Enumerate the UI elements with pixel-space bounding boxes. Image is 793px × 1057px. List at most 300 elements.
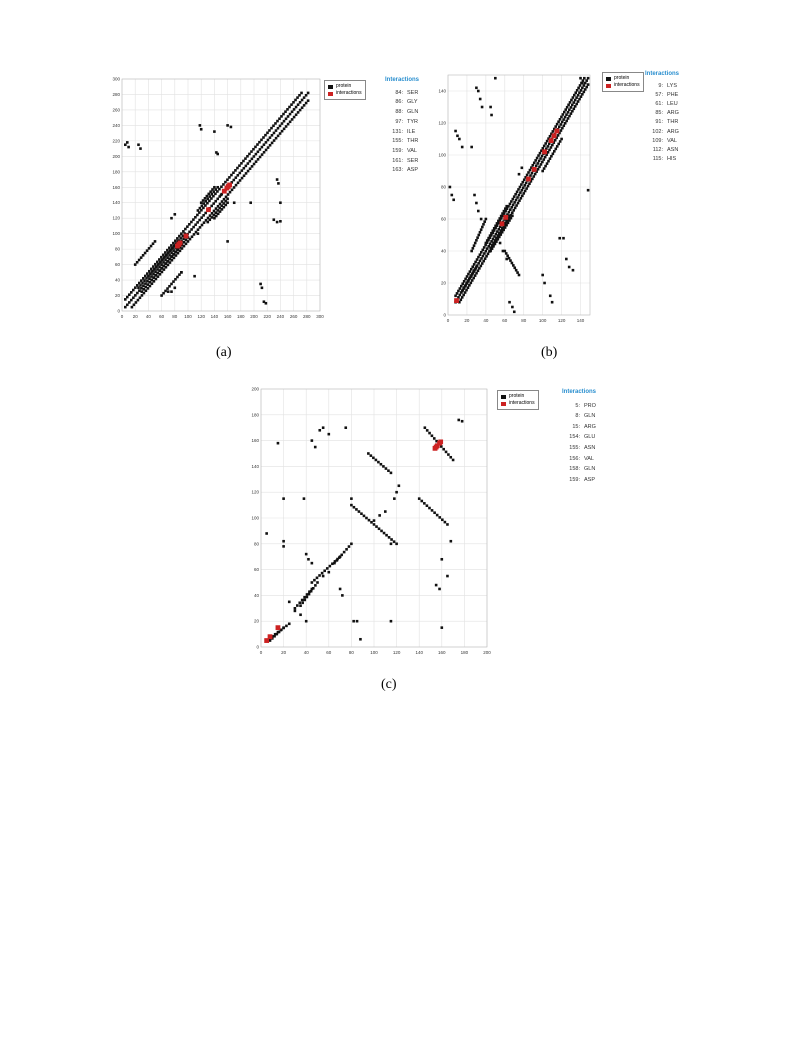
protein-point bbox=[283, 128, 286, 131]
protein-point bbox=[464, 278, 467, 281]
protein-point bbox=[513, 311, 516, 314]
protein-point bbox=[428, 507, 431, 510]
protein-point bbox=[318, 429, 321, 432]
protein-point bbox=[208, 195, 211, 198]
protein-point bbox=[271, 142, 274, 145]
protein-point bbox=[467, 280, 470, 283]
protein-point bbox=[470, 268, 473, 271]
protein-point bbox=[581, 93, 584, 96]
protein-point bbox=[192, 218, 195, 221]
protein-point bbox=[307, 99, 310, 102]
protein-point bbox=[461, 282, 464, 285]
protein-point bbox=[301, 602, 304, 605]
residue-number: 154: bbox=[569, 434, 580, 441]
protein-point bbox=[390, 538, 393, 541]
protein-point bbox=[559, 140, 562, 143]
protein-point bbox=[310, 590, 313, 593]
protein-point bbox=[514, 193, 517, 196]
protein-point bbox=[140, 256, 143, 259]
protein-point bbox=[158, 269, 161, 272]
protein-point bbox=[464, 285, 467, 288]
protein-point bbox=[452, 199, 455, 202]
protein-point bbox=[459, 287, 462, 290]
protein-point bbox=[311, 439, 314, 442]
protein-point bbox=[282, 626, 285, 629]
protein-point bbox=[199, 207, 202, 210]
interaction-point bbox=[549, 138, 554, 143]
residue-name: GLU bbox=[584, 434, 596, 441]
interaction-row bbox=[385, 147, 419, 157]
protein-point bbox=[283, 120, 286, 123]
protein-point bbox=[132, 289, 135, 292]
protein-point bbox=[210, 216, 213, 219]
protein-point bbox=[382, 465, 385, 468]
protein-point bbox=[526, 174, 529, 177]
protein-point bbox=[136, 292, 139, 295]
protein-point bbox=[535, 165, 538, 168]
x-tick-label: 240 bbox=[276, 314, 285, 319]
y-tick-label: 200 bbox=[112, 153, 120, 159]
protein-point bbox=[138, 289, 141, 292]
protein-point bbox=[220, 185, 223, 188]
protein-point bbox=[226, 178, 229, 181]
protein-point bbox=[509, 208, 512, 211]
protein-point bbox=[247, 162, 250, 165]
protein-point bbox=[314, 446, 317, 449]
protein-point bbox=[244, 157, 247, 160]
protein-point bbox=[480, 228, 483, 231]
legend-label: interactions bbox=[509, 400, 535, 406]
protein-point bbox=[483, 220, 486, 223]
protein-point bbox=[549, 295, 552, 298]
protein-point bbox=[145, 286, 148, 289]
protein-point bbox=[538, 160, 541, 163]
protein-point bbox=[229, 191, 232, 194]
protein-point bbox=[468, 278, 471, 281]
protein-point bbox=[572, 269, 575, 272]
protein-point bbox=[431, 509, 434, 512]
protein-point bbox=[303, 104, 306, 107]
protein-point bbox=[446, 523, 449, 526]
residue-name: TYR bbox=[407, 118, 418, 125]
protein-point bbox=[461, 146, 464, 149]
protein-point bbox=[126, 303, 129, 306]
protein-point bbox=[506, 255, 509, 258]
interaction-row bbox=[645, 128, 679, 137]
protein-point bbox=[489, 247, 492, 250]
protein-point bbox=[562, 113, 565, 116]
protein-point bbox=[255, 153, 258, 156]
protein-point bbox=[460, 285, 463, 288]
legend-label: interactions bbox=[336, 90, 362, 96]
protein-point bbox=[131, 306, 134, 309]
x-tick-label: 60 bbox=[502, 318, 508, 323]
protein-point bbox=[511, 306, 514, 309]
protein-point bbox=[474, 274, 477, 277]
interaction-point bbox=[526, 177, 531, 182]
protein-point bbox=[279, 125, 282, 128]
protein-point bbox=[474, 242, 477, 245]
protein-point bbox=[550, 146, 553, 149]
protein-point bbox=[228, 176, 231, 179]
protein-point bbox=[474, 268, 477, 271]
protein-point bbox=[380, 530, 383, 533]
protein-point bbox=[372, 457, 375, 460]
protein-point bbox=[139, 284, 142, 287]
protein-point bbox=[199, 124, 202, 127]
protein-point bbox=[583, 91, 586, 94]
protein-point bbox=[367, 452, 370, 455]
protein-point bbox=[487, 253, 490, 256]
protein-point bbox=[519, 186, 522, 189]
protein-point bbox=[474, 261, 477, 264]
protein-point bbox=[322, 426, 325, 429]
protein-point bbox=[541, 155, 544, 158]
protein-point bbox=[137, 299, 140, 302]
residue-number: 9: bbox=[658, 83, 663, 90]
protein-point bbox=[360, 512, 363, 515]
x-tick-label: 160 bbox=[223, 314, 232, 319]
protein-point bbox=[273, 218, 276, 221]
protein-point bbox=[329, 565, 332, 568]
protein-point bbox=[458, 138, 461, 141]
protein-point bbox=[543, 145, 546, 148]
protein-point bbox=[472, 247, 475, 250]
protein-point bbox=[513, 267, 516, 270]
protein-point bbox=[497, 234, 500, 237]
protein-point bbox=[559, 118, 562, 121]
protein-point bbox=[484, 257, 487, 260]
protein-point bbox=[138, 282, 141, 285]
protein-point bbox=[508, 257, 511, 260]
protein-point bbox=[583, 77, 586, 80]
protein-point bbox=[152, 273, 155, 276]
y-tick-label: 100 bbox=[438, 152, 446, 158]
protein-point bbox=[256, 143, 259, 146]
protein-point bbox=[193, 233, 196, 236]
x-tick-label: 140 bbox=[415, 650, 423, 655]
protein-point bbox=[139, 296, 142, 299]
protein-point bbox=[260, 139, 263, 142]
protein-point bbox=[257, 150, 260, 153]
protein-point bbox=[132, 296, 135, 299]
protein-point bbox=[433, 511, 436, 514]
protein-point bbox=[245, 172, 248, 175]
protein-point bbox=[551, 144, 554, 147]
protein-point bbox=[572, 101, 575, 104]
protein-point bbox=[481, 226, 484, 229]
protein-point bbox=[226, 198, 229, 201]
interaction-row bbox=[562, 475, 596, 486]
protein-point bbox=[574, 91, 577, 94]
protein-point bbox=[449, 456, 452, 459]
protein-point bbox=[214, 200, 217, 203]
protein-point bbox=[536, 162, 539, 165]
protein-point bbox=[584, 88, 587, 91]
protein-point bbox=[277, 127, 280, 130]
protein-point bbox=[295, 106, 298, 109]
interaction-row bbox=[645, 118, 679, 127]
x-tick-label: 100 bbox=[184, 314, 192, 319]
protein-point bbox=[561, 121, 564, 124]
legend-label: interactions bbox=[614, 82, 640, 88]
protein-point bbox=[305, 94, 308, 97]
protein-point bbox=[273, 132, 276, 135]
protein-point bbox=[205, 200, 208, 203]
protein-point bbox=[428, 432, 431, 435]
protein-point bbox=[587, 77, 590, 80]
protein-point bbox=[420, 500, 423, 503]
protein-point bbox=[479, 260, 482, 263]
protein-point bbox=[196, 221, 199, 224]
interactions-swatch bbox=[606, 84, 611, 88]
legend-item-interactions bbox=[328, 90, 362, 97]
y-tick-label: 240 bbox=[112, 122, 120, 128]
protein-point bbox=[527, 185, 530, 188]
protein-point bbox=[160, 294, 163, 297]
protein-point bbox=[150, 268, 153, 271]
protein-point bbox=[577, 100, 580, 103]
protein-point bbox=[224, 181, 227, 184]
protein-point bbox=[312, 587, 315, 590]
protein-point bbox=[549, 157, 552, 160]
protein-point bbox=[336, 558, 339, 561]
protein-point bbox=[176, 249, 179, 252]
protein-point bbox=[493, 227, 496, 230]
y-tick-label: 120 bbox=[438, 120, 446, 126]
protein-point bbox=[218, 207, 221, 210]
residue-number: 158: bbox=[569, 466, 580, 473]
protein-point bbox=[525, 187, 528, 190]
protein-point bbox=[456, 135, 459, 138]
protein-point bbox=[284, 110, 287, 113]
protein-point bbox=[501, 227, 504, 230]
protein-point bbox=[249, 160, 252, 163]
y-tick-label: 60 bbox=[440, 216, 446, 222]
protein-point bbox=[490, 232, 493, 235]
protein-point bbox=[280, 115, 283, 118]
protein-point bbox=[299, 613, 302, 616]
protein-point bbox=[515, 269, 518, 272]
protein-point bbox=[166, 249, 169, 252]
protein-point bbox=[380, 463, 383, 466]
protein-point bbox=[558, 126, 561, 129]
protein-point bbox=[135, 301, 138, 304]
protein-point bbox=[318, 574, 321, 577]
protein-point bbox=[170, 290, 173, 293]
protein-point bbox=[573, 94, 576, 97]
protein-point bbox=[207, 221, 210, 224]
protein-point bbox=[294, 99, 297, 102]
protein-point bbox=[299, 604, 302, 607]
protein-point bbox=[550, 155, 553, 158]
x-tick-label: 120 bbox=[557, 318, 566, 323]
y-tick-label: 40 bbox=[114, 277, 120, 283]
protein-point bbox=[191, 235, 194, 238]
protein-point bbox=[233, 186, 236, 189]
protein-point bbox=[155, 266, 158, 269]
protein-point bbox=[423, 502, 426, 505]
protein-point bbox=[477, 262, 480, 265]
protein-point bbox=[162, 254, 165, 257]
protein-point bbox=[549, 135, 552, 138]
protein-point bbox=[560, 129, 563, 132]
residue-number: 163: bbox=[392, 167, 403, 174]
protein-point bbox=[156, 261, 159, 264]
protein-point bbox=[303, 596, 306, 599]
residue-name: ASN bbox=[584, 444, 596, 451]
protein-point bbox=[137, 287, 140, 290]
protein-point bbox=[542, 147, 545, 150]
protein-point bbox=[150, 245, 153, 248]
residue-name: SER bbox=[407, 89, 419, 96]
protein-point bbox=[513, 195, 516, 198]
legend-item-interactions bbox=[606, 82, 640, 89]
residue-name: VAL bbox=[667, 137, 677, 144]
protein-point bbox=[152, 242, 155, 245]
protein-point bbox=[479, 253, 482, 256]
y-tick-label: 120 bbox=[251, 489, 259, 495]
protein-point bbox=[470, 250, 473, 253]
protein-point bbox=[523, 184, 526, 187]
protein-point bbox=[157, 263, 160, 266]
protein-point bbox=[246, 155, 249, 158]
protein-point bbox=[466, 275, 469, 278]
protein-point bbox=[293, 108, 296, 111]
interaction-point bbox=[276, 625, 281, 630]
protein-point bbox=[441, 518, 444, 521]
protein-point bbox=[585, 86, 588, 89]
protein-point bbox=[141, 282, 144, 285]
interactions-title: Interactions bbox=[385, 77, 420, 83]
protein-point bbox=[168, 285, 171, 288]
protein-point bbox=[176, 276, 179, 279]
protein-point bbox=[520, 197, 523, 200]
protein-point bbox=[450, 194, 453, 197]
protein-point bbox=[470, 146, 473, 149]
protein-point bbox=[281, 130, 284, 133]
interaction-row bbox=[562, 422, 596, 433]
protein-point bbox=[142, 285, 145, 288]
protein-point bbox=[174, 251, 177, 254]
protein-point bbox=[520, 183, 523, 186]
protein-point bbox=[190, 228, 193, 231]
protein-point bbox=[564, 122, 567, 125]
protein-point bbox=[167, 290, 170, 293]
protein-point bbox=[197, 232, 200, 235]
protein-point bbox=[497, 220, 500, 223]
protein-point bbox=[541, 170, 544, 173]
protein-point bbox=[578, 98, 581, 101]
protein-point bbox=[170, 256, 173, 259]
protein-point bbox=[164, 263, 167, 266]
protein-point bbox=[527, 171, 530, 174]
x-tick-label: 300 bbox=[316, 314, 324, 319]
protein-point bbox=[210, 205, 213, 208]
protein-point bbox=[505, 252, 508, 255]
protein-point bbox=[492, 229, 495, 232]
residue-name: SER bbox=[407, 157, 419, 164]
legend-label: protein bbox=[336, 83, 352, 89]
protein-point bbox=[188, 223, 191, 226]
protein-point bbox=[130, 299, 133, 302]
interaction-row bbox=[385, 98, 419, 108]
x-tick-label: 20 bbox=[464, 318, 470, 323]
protein-point bbox=[518, 274, 521, 277]
x-tick-label: 60 bbox=[159, 314, 165, 319]
protein-point bbox=[521, 195, 524, 198]
residue-number: 91: bbox=[655, 119, 663, 126]
protein-point bbox=[251, 165, 254, 168]
interaction-row bbox=[645, 137, 679, 146]
protein-point bbox=[581, 82, 584, 85]
protein-point bbox=[321, 572, 324, 575]
protein-point bbox=[566, 106, 569, 109]
residue-number: 102: bbox=[652, 128, 663, 135]
interactions-list-c bbox=[562, 387, 596, 485]
protein-point bbox=[494, 77, 497, 80]
caption-c: (c) bbox=[381, 677, 397, 692]
protein-point bbox=[196, 214, 199, 217]
protein-point bbox=[151, 270, 154, 273]
protein-point bbox=[185, 239, 188, 242]
y-tick-label: 60 bbox=[253, 567, 259, 573]
protein-point bbox=[457, 419, 460, 422]
protein-point bbox=[314, 584, 317, 587]
y-tick-label: 0 bbox=[117, 308, 120, 314]
protein-point bbox=[461, 290, 464, 293]
protein-point bbox=[485, 242, 488, 245]
protein-point bbox=[476, 258, 479, 261]
x-tick-label: 260 bbox=[289, 314, 298, 319]
protein-point bbox=[212, 191, 215, 194]
protein-point bbox=[538, 166, 541, 169]
protein-point bbox=[564, 108, 567, 111]
protein-point bbox=[140, 287, 143, 290]
protein-point bbox=[334, 560, 337, 563]
protein-point bbox=[152, 276, 155, 279]
protein-point bbox=[263, 143, 266, 146]
protein-point bbox=[518, 173, 521, 176]
protein-point bbox=[265, 149, 268, 152]
protein-point bbox=[435, 584, 438, 587]
protein-point bbox=[452, 459, 455, 462]
protein-point bbox=[547, 160, 550, 163]
protein-point bbox=[500, 215, 503, 218]
protein-point bbox=[288, 106, 291, 109]
residue-name: ARG bbox=[667, 128, 679, 135]
protein-point bbox=[503, 210, 506, 213]
protein-point bbox=[475, 87, 478, 90]
chart-panel-c bbox=[245, 385, 615, 660]
protein-point bbox=[252, 148, 255, 151]
protein-point bbox=[481, 262, 484, 265]
protein-point bbox=[278, 631, 281, 634]
protein-point bbox=[568, 115, 571, 118]
x-tick-label: 280 bbox=[303, 314, 311, 319]
protein-point bbox=[128, 301, 131, 304]
protein-point bbox=[546, 162, 549, 165]
protein-point bbox=[456, 292, 459, 295]
protein-point bbox=[509, 203, 512, 206]
protein-point bbox=[515, 199, 518, 202]
protein-point bbox=[534, 159, 537, 162]
protein-point bbox=[438, 588, 441, 591]
caption-a: (a) bbox=[216, 345, 232, 360]
protein-point bbox=[313, 579, 316, 582]
protein-point bbox=[231, 189, 234, 192]
protein-point bbox=[471, 265, 474, 268]
